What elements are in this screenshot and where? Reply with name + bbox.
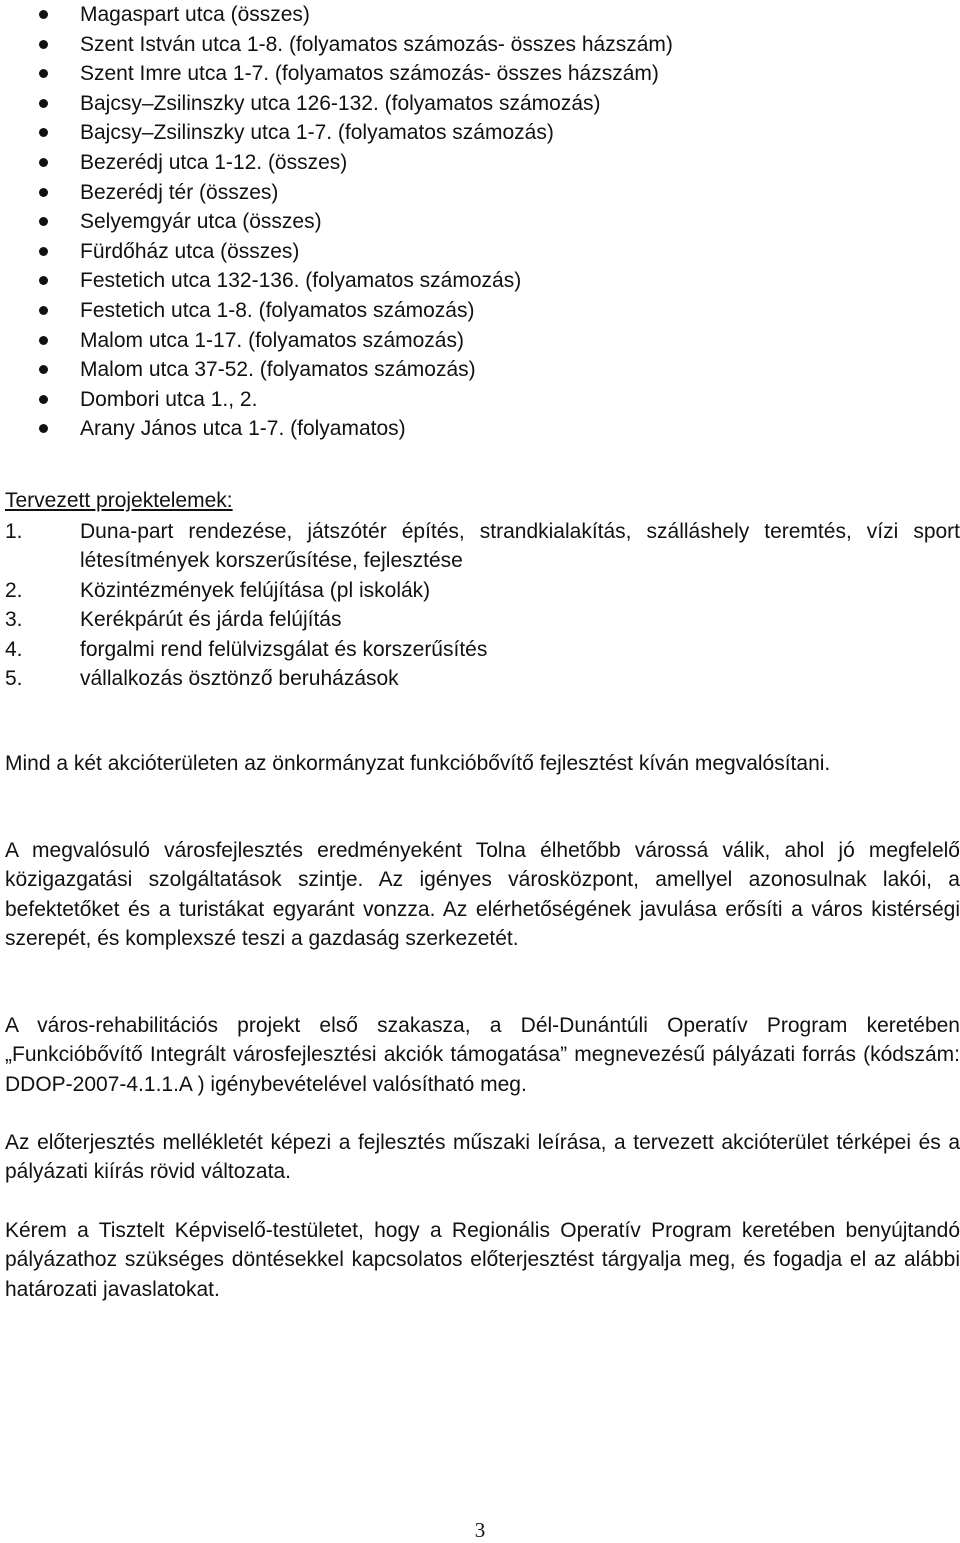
item-text: Kerékpárút és járda felújítás bbox=[80, 608, 342, 632]
street-text: Bajcsy–Zsilinszky utca 126-132. (folyamatos számozás) bbox=[80, 91, 601, 115]
street-text: Bezerédj utca 1-12. (összes) bbox=[80, 150, 348, 174]
page-number: 3 bbox=[474, 1518, 486, 1542]
street-text: Szent Imre utca 1-7. (folyamatos számozás- összes házszám) bbox=[80, 62, 659, 86]
item-number: 5. bbox=[5, 667, 23, 691]
list-item bbox=[0, 118, 960, 148]
list-item bbox=[0, 148, 960, 178]
list-item bbox=[0, 30, 960, 60]
list-item bbox=[0, 576, 960, 605]
bullet-icon bbox=[39, 10, 48, 19]
list-item bbox=[0, 266, 960, 296]
list-item bbox=[0, 414, 960, 444]
item-text: forgalmi rend felülvizsgálat és korszerűsítés bbox=[80, 637, 488, 661]
bullet-icon bbox=[39, 99, 48, 108]
list-item bbox=[0, 59, 960, 89]
item-text: Duna-part rendezése, játszótér építés, strandkialakítás, szálláshely teremtés, vízi sport létesítmények korszerűsítése, fejlesztése bbox=[80, 520, 960, 573]
item-number: 2. bbox=[5, 578, 23, 602]
street-text: Dombori utca 1., 2. bbox=[80, 387, 258, 411]
bullet-icon bbox=[39, 158, 48, 167]
street-text: Fürdőház utca (összes) bbox=[80, 239, 300, 263]
bullet-icon bbox=[39, 395, 48, 404]
street-text: Malom utca 1-17. (folyamatos számozás) bbox=[80, 328, 464, 352]
bullet-icon bbox=[39, 424, 48, 433]
list-item bbox=[0, 517, 960, 576]
street-text: Malom utca 37-52. (folyamatos számozás) bbox=[80, 358, 476, 382]
list-item bbox=[0, 0, 960, 30]
bullet-icon bbox=[39, 69, 48, 78]
item-number: 3. bbox=[5, 608, 23, 632]
list-item bbox=[0, 207, 960, 237]
list-item bbox=[0, 296, 960, 326]
paragraph-development-intent: Mind a két akcióterületen az önkormányzat funkcióbővítő fejlesztést kíván megvalósítani. bbox=[5, 752, 831, 775]
street-list bbox=[0, 0, 960, 444]
item-number: 4. bbox=[5, 637, 23, 661]
planned-elements-list bbox=[0, 517, 960, 693]
list-item bbox=[0, 237, 960, 267]
street-text: Bezerédj tér (összes) bbox=[80, 180, 279, 204]
list-item bbox=[0, 355, 960, 385]
list-item bbox=[0, 178, 960, 208]
bullet-icon bbox=[39, 128, 48, 137]
street-text: Bajcsy–Zsilinszky utca 1-7. (folyamatos számozás) bbox=[80, 121, 554, 145]
bullet-icon bbox=[39, 247, 48, 256]
paragraph-expected-results: A megvalósuló városfejlesztés eredményeként Tolna élhetőbb várossá válik, ahol jó megfelelő közigazgatási szolgáltatások szintje. Az igényes városközpont, amellyel azonosulnak lakói, a befektetőket és a turistákat egyaránt vonzza. Az elérhetőségének javulása erősíti a város kistérségi szerepét, és komplexszé teszi a gazdaság szerkezetét. bbox=[5, 839, 960, 951]
bullet-icon bbox=[39, 276, 48, 285]
bullet-icon bbox=[39, 336, 48, 345]
list-item bbox=[0, 326, 960, 356]
item-text: vállalkozás ösztönző beruházások bbox=[80, 667, 399, 691]
list-item bbox=[0, 385, 960, 415]
street-text: Szent István utca 1-8. (folyamatos számozás- összes házszám) bbox=[80, 32, 673, 56]
paragraph-attachments: Az előterjesztés mellékletét képezi a fejlesztés műszaki leírása, a tervezett akcióterület térképei és a pályázati kiírás rövid változata. bbox=[5, 1131, 960, 1184]
bullet-icon bbox=[39, 365, 48, 374]
list-item bbox=[0, 89, 960, 119]
list-item bbox=[0, 605, 960, 634]
item-number: 1. bbox=[5, 520, 23, 543]
street-text: Festetich utca 1-8. (folyamatos számozás) bbox=[80, 298, 475, 322]
list-item bbox=[0, 664, 960, 693]
planned-elements-heading: Tervezett projektelemek: bbox=[5, 489, 233, 512]
street-text: Magaspart utca (összes) bbox=[80, 3, 310, 26]
bullet-icon bbox=[39, 306, 48, 315]
street-text: Arany János utca 1-7. (folyamatos) bbox=[80, 417, 406, 441]
item-text: Közintézmények felújítása (pl iskolák) bbox=[80, 578, 431, 602]
paragraph-funding-source: A város-rehabilitációs projekt első szakasza, a Dél-Dunántúli Operatív Program keretében „Funkcióbővítő Integrált városfejlesztési akciók támogatása” megnevezésű pályázati forrás (kódszám: DDOP-2007-4.1.1.A ) igénybevételével valósítható meg. bbox=[5, 1014, 960, 1096]
bullet-icon bbox=[39, 217, 48, 226]
bullet-icon bbox=[39, 188, 48, 197]
list-item bbox=[0, 635, 960, 664]
street-text: Selyemgyár utca (összes) bbox=[80, 210, 322, 234]
street-text: Festetich utca 132-136. (folyamatos számozás) bbox=[80, 269, 522, 293]
paragraph-request: Kérem a Tisztelt Képviselő-testületet, hogy a Regionális Operatív Program keretében benyújtandó pályázathoz szükséges döntésekkel kapcsolatos előterjesztést tárgyalja meg, és fogadja el az alábbi határozati javaslatokat. bbox=[5, 1219, 960, 1301]
bullet-icon bbox=[39, 40, 48, 49]
